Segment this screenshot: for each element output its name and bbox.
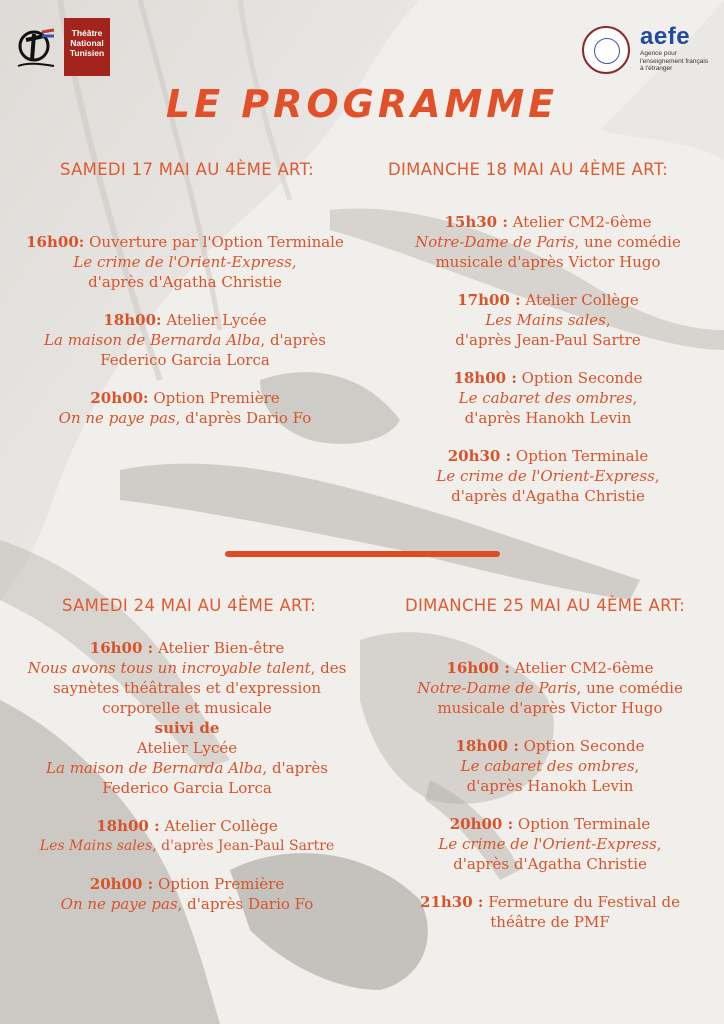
schedule-sat17 xyxy=(15,232,355,446)
schedule-sun25 xyxy=(380,658,720,950)
theatre-national-tunisien-logo: Théâtre National Tunisien xyxy=(64,18,110,76)
event-item: 20h00 : Option Terminale Le crime de l'Orient-Express, d'après d'Agatha Christie xyxy=(438,815,662,873)
day-heading-sat24: SAMEDI 24 MAI AU 4ÈME ART: xyxy=(62,596,317,615)
event-item: 15h30 : Atelier CM2-6ème Notre-Dame de Paris, une comédie musicale d'après Victor Hugo xyxy=(415,213,681,271)
aefe-logo: aefe Agence pour l'enseignement français à l'étranger xyxy=(640,23,709,72)
event-item: 21h30 : Fermeture du Festival de théâtre de PMF xyxy=(420,893,680,931)
event-item: 17h00 : Atelier Collège Les Mains sales, d'après Jean-Paul Sartre xyxy=(455,291,641,349)
schedule-sat24 xyxy=(10,638,364,932)
event-item: 18h00 : Option Seconde Le cabaret des ombres, d'après Hanokh Levin xyxy=(455,737,645,795)
event-item: 18h00 : Atelier Collège Les Mains sales, d'après Jean-Paul Sartre xyxy=(39,817,335,854)
festival-logo xyxy=(14,26,60,70)
day-heading-sun18: DIMANCHE 18 MAI AU 4ÈME ART: xyxy=(388,160,669,179)
event-item: 18h00: Atelier Lycée La maison de Bernarda Alba, d'après Federico Garcia Lorca xyxy=(44,311,326,369)
event-item: 20h30 : Option Terminale Le crime de l'Orient-Express, d'après d'Agatha Christie xyxy=(436,447,660,505)
section-divider xyxy=(225,551,500,557)
event-item: 16h00: Ouverture par l'Option Terminale Le crime de l'Orient-Express, d'après d'Agatha Christie xyxy=(26,233,344,291)
day-heading-sat17: SAMEDI 17 MAI AU 4ÈME ART: xyxy=(60,160,315,179)
event-item: 18h00 : Option Seconde Le cabaret des ombres, d'après Hanokh Levin xyxy=(453,369,643,427)
day-heading-sun25: DIMANCHE 25 MAI AU 4ÈME ART: xyxy=(405,596,686,615)
event-item: 16h00 : Atelier Bien-être Nous avons tous un incroyable talent, des saynètes théâtrales et d'expression corporelle et musicale suivi de Atelier Lycée La maison de Bernarda Alba, d'après Federico Garcia Lorca xyxy=(27,639,347,797)
event-item: 20h00: Option Première On ne paye pas, d'après Dario Fo xyxy=(58,389,312,427)
school-seal-logo xyxy=(582,26,630,74)
event-item: 20h00 : Option Première On ne paye pas, d'après Dario Fo xyxy=(60,875,314,913)
event-item: 16h00 : Atelier CM2-6ème Notre-Dame de Paris, une comédie musicale d'après Victor Hugo xyxy=(417,659,683,717)
page-title: LE PROGRAMME xyxy=(165,82,559,126)
schedule-sun18 xyxy=(378,212,718,524)
